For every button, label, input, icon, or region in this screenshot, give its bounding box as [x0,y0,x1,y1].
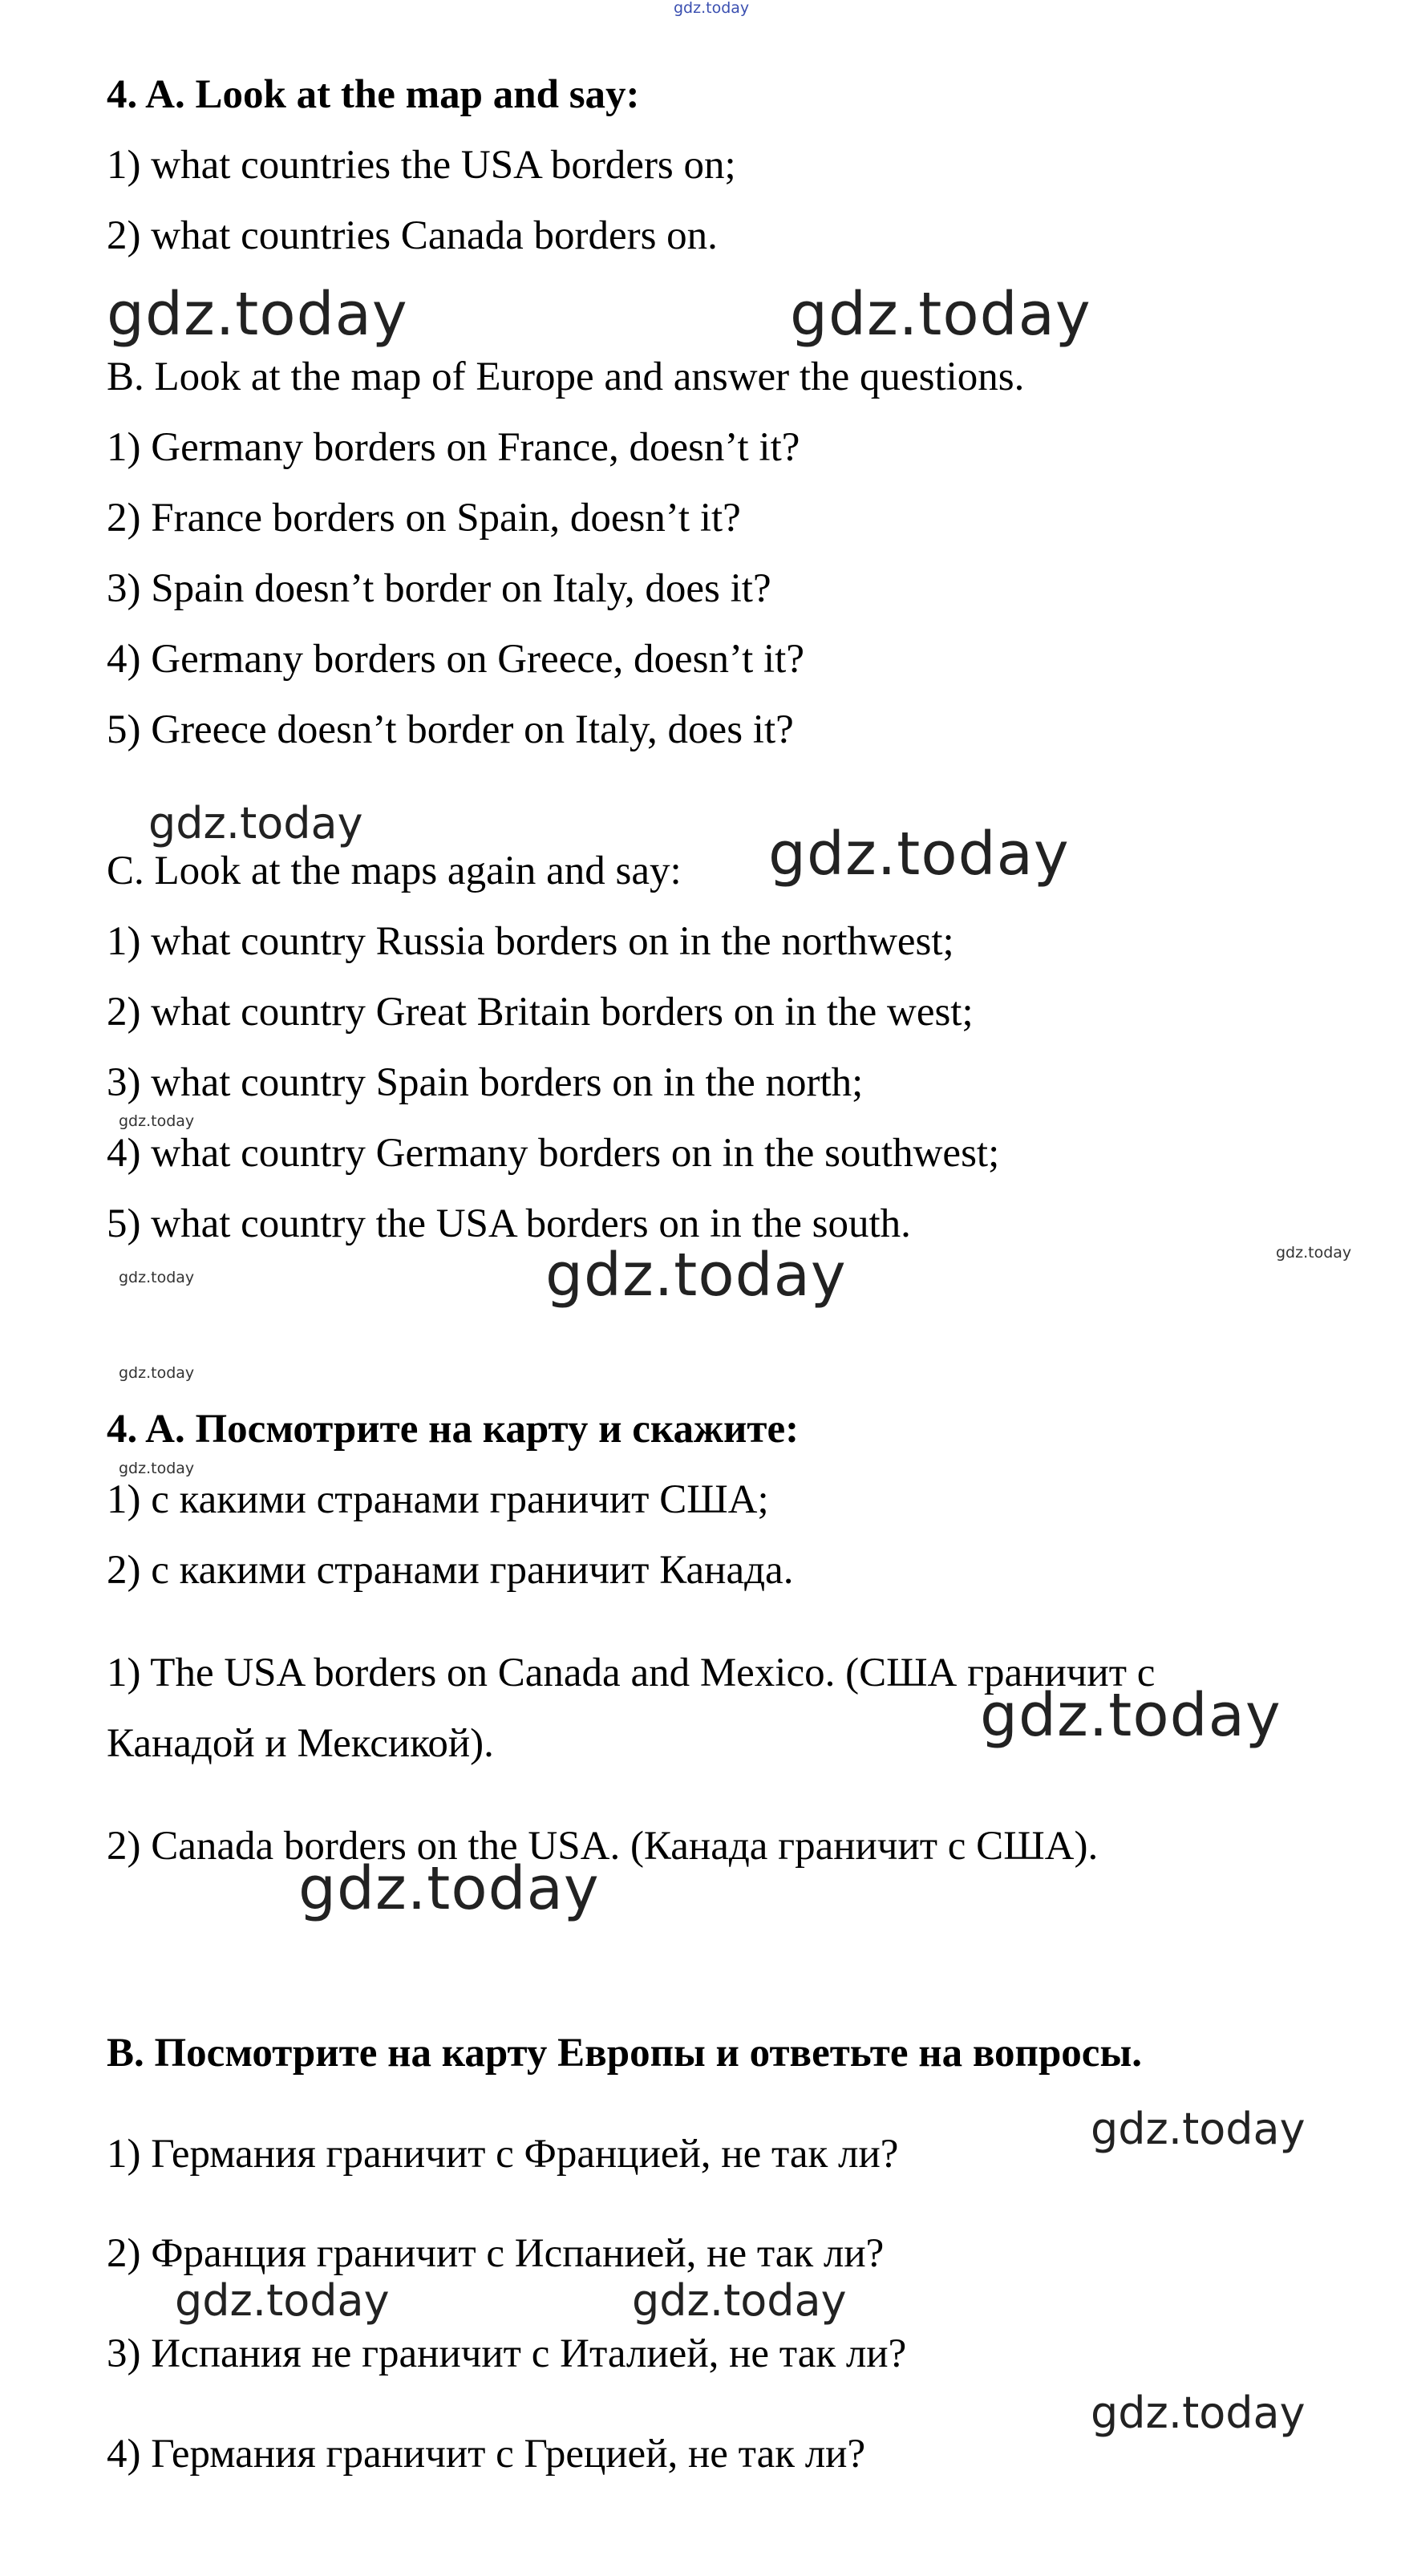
english-heading-a: 4. A. Look at the map and say: [107,72,640,117]
watermark: gdz.today [545,1241,847,1310]
english-item-c-5: 5) what country the USA borders on in the south. [107,1201,911,1246]
watermark: gdz.today [119,1112,195,1130]
watermark: gdz.today [119,1460,195,1477]
english-item-b-3: 3) Spain doesn’t border on Italy, does it? [107,566,771,611]
russian-answer-2: 2) Canada borders on the USA. (Канада граничит с США). [107,1824,1099,1869]
watermark: gdz.today [980,1681,1281,1750]
watermark: gdz.today [1091,2104,1306,2154]
english-item-b-5: 5) Greece doesn’t border on Italy, does it? [107,707,794,752]
russian-item-b-4: 4) Германия граничит с Грецией, не так ли? [107,2432,866,2477]
watermark: gdz.today [119,1364,195,1382]
russian-heading-b: B. Посмотрите на карту Европы и ответьте на вопросы. [107,2031,1143,2076]
russian-item-b-3: 3) Испания не граничит с Италией, не так ли? [107,2331,907,2376]
english-item-c-3: 3) what country Spain borders on in the north; [107,1060,864,1105]
watermark: gdz.today [175,2275,390,2326]
english-item-a-1: 1) what countries the USA borders on; [107,143,736,188]
watermark: gdz.today [148,798,363,849]
english-item-b-4: 4) Germany borders on Greece, doesn’t it? [107,637,804,682]
watermark: gdz.today [790,280,1091,349]
russian-answer-1-line-2: Канадой и Мексикой). [107,1721,494,1766]
english-heading-b: B. Look at the map of Europe and answer the questions. [107,354,1025,399]
russian-item-b-2: 2) Франция граничит с Испанией, не так ли? [107,2231,885,2276]
russian-item-a-2: 2) с какими странами граничит Канада. [107,1548,794,1593]
watermark: gdz.today [1276,1244,1352,1262]
russian-item-b-1: 1) Германия граничит с Францией, не так ли? [107,2132,899,2177]
english-item-b-1: 1) Germany borders on France, doesn’t it? [107,425,800,470]
watermark: gdz.today [1091,2388,1306,2438]
english-item-c-1: 1) what country Russia borders on in the northwest; [107,919,954,964]
english-item-c-4: 4) what country Germany borders on in the southwest; [107,1131,1000,1176]
watermark: gdz.today [632,2275,847,2326]
watermark: gdz.today [298,1854,600,1923]
english-item-a-2: 2) what countries Canada borders on. [107,213,718,258]
english-heading-c: C. Look at the maps again and say: [107,849,682,893]
english-item-b-2: 2) France borders on Spain, doesn’t it? [107,496,741,541]
watermark: gdz.today [107,280,408,349]
russian-item-a-1: 1) с какими странами граничит США; [107,1477,769,1522]
watermark-top: gdz.today [674,0,750,17]
watermark: gdz.today [768,820,1070,889]
russian-answer-1-line-1: 1) The USA borders on Canada and Mexico. (США граничит с [107,1651,1156,1695]
english-item-c-2: 2) what country Great Britain borders on in the west; [107,990,974,1035]
russian-heading-a: 4. A. Посмотрите на карту и скажите: [107,1407,800,1452]
watermark: gdz.today [119,1269,195,1286]
